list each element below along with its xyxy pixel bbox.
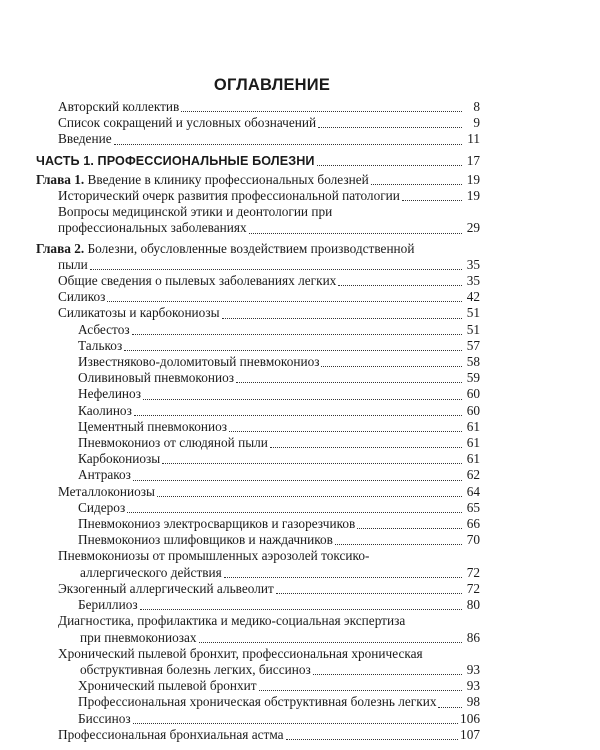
toc-label-line-1: Диагностика, профилактика и медико-социальная экспертиза: [58, 613, 406, 629]
toc-label: Цементный пневмокониоз: [78, 418, 228, 434]
toc-label: Металлокониозы: [58, 483, 155, 499]
leader-dots: [402, 199, 462, 201]
toc-label: Оливиновый пневмокониоз: [78, 370, 234, 386]
toc-label: Сидероз: [78, 499, 126, 515]
toc-label: Силикатозы и карбокониозы: [58, 305, 220, 321]
toc-entry-silicosis[interactable]: [36, 289, 480, 305]
toc-label-line-2: при пневмокониозах: [80, 629, 197, 645]
leader-dots: [157, 495, 462, 497]
toc-label: Нефелиноз: [78, 386, 141, 402]
leader-dots: [313, 673, 462, 675]
toc-page-number: 65: [466, 499, 480, 515]
leader-dots: [335, 543, 462, 545]
toc-page-number: 60: [466, 386, 480, 402]
leader-dots: [259, 689, 462, 691]
toc-label: Хронический пылевой бронхит: [78, 678, 257, 694]
toc-label: ЧАСТЬ 1. ПРОФЕССИОНАЛЬНЫЕ БОЛЕЗНИ: [36, 153, 315, 168]
leader-dots: [321, 365, 462, 367]
leader-dots: [438, 706, 462, 708]
toc-page-number: 42: [466, 289, 480, 305]
toc-label-line-1: [36, 241, 480, 257]
toc-label: Профессиональная бронхиальная астма: [58, 726, 284, 742]
toc-label-line-1: Вопросы медицинской этики и деонтологии при: [58, 204, 333, 220]
toc-entry-asthma[interactable]: [36, 727, 480, 743]
toc-label: Авторский коллектив: [58, 99, 180, 114]
toc-entry-limestone[interactable]: [36, 354, 480, 370]
leader-dots: [132, 333, 462, 335]
toc-page-number: 58: [466, 354, 480, 370]
leader-dots: [286, 738, 458, 740]
toc-label: [36, 172, 369, 188]
toc-entry-welders[interactable]: [36, 516, 480, 532]
toc-page-number: 35: [466, 273, 480, 289]
chapter-prefix: Глава 1.: [36, 171, 85, 187]
toc-entry-dust-bronchitis[interactable]: [36, 678, 480, 694]
leader-dots: [338, 284, 462, 286]
toc-page-number: 60: [466, 402, 480, 418]
toc-entry-toxic-aerosols[interactable]: [36, 548, 480, 580]
toc-page-number: 106: [460, 710, 480, 726]
leader-dots: [276, 592, 462, 594]
toc-label: Исторический очерк развития профессиональной патологии: [58, 188, 400, 204]
toc-label: Асбестоз: [78, 321, 130, 337]
toc-page-number: 93: [466, 661, 480, 677]
toc-label: Общие сведения о пылевых заболеваниях легких: [58, 273, 337, 289]
toc-page-number: 57: [466, 337, 480, 353]
toc-entry-general[interactable]: [36, 273, 480, 289]
toc-label: Силикоз: [58, 289, 106, 305]
toc-page-number: 61: [466, 451, 480, 467]
toc-page-number: 17: [466, 152, 480, 168]
leader-dots: [107, 300, 462, 302]
toc-entry-bronchitis[interactable]: [36, 646, 480, 678]
toc-entry-chapter-1[interactable]: [36, 172, 480, 188]
toc-label-line-2: пыли: [58, 256, 88, 272]
toc-page-number: 61: [466, 418, 480, 434]
toc-page-number: 51: [466, 305, 480, 321]
toc-entry-nepheline[interactable]: [36, 386, 480, 402]
toc-page-number: 98: [466, 694, 480, 710]
toc-page-number: 29: [466, 220, 480, 236]
toc-label: Профессиональная хроническая обструктивная болезнь легких: [78, 694, 437, 710]
leader-dots: [318, 126, 462, 128]
toc-label: Пневмокониоз электросварщиков и газорезчиков: [78, 516, 356, 532]
page-title: ОГЛАВЛЕНИЕ: [213, 76, 331, 94]
toc-page-number: 9: [473, 115, 480, 131]
toc-label-line-2: обструктивная болезнь легких, биссиноз: [80, 661, 311, 677]
toc-page-number: 51: [466, 321, 480, 337]
toc-entry-authors[interactable]: [36, 99, 480, 115]
toc-label: Список сокращений и условных обозначений: [58, 115, 317, 131]
leader-dots: [181, 110, 462, 112]
leader-dots: [357, 527, 462, 529]
chapter-title: Болезни, обусловленные воздействием производственной: [87, 240, 415, 256]
toc-label: Каолиноз: [78, 402, 132, 418]
toc-page-number: 70: [466, 532, 480, 548]
toc-page-number: 62: [466, 467, 480, 483]
toc-label-line-2: аллергического действия: [80, 564, 222, 580]
toc-page-number: 64: [466, 483, 480, 499]
toc-page-number: 19: [466, 171, 480, 187]
leader-dots: [199, 641, 462, 643]
leader-dots: [229, 430, 462, 432]
toc-entry-mica[interactable]: [36, 435, 480, 451]
toc-label: Экзогенный аллергический альвеолит: [58, 580, 274, 596]
leader-dots: [133, 479, 462, 481]
leader-dots: [140, 608, 462, 610]
toc-page-number: 61: [466, 435, 480, 451]
toc-page-number: 72: [466, 580, 480, 596]
leader-dots: [90, 268, 462, 270]
toc-entry-abbreviations[interactable]: [36, 115, 480, 131]
toc-entry-metalloconioses[interactable]: [36, 484, 480, 500]
toc-entry-byssinosis[interactable]: [36, 711, 480, 727]
toc-entry-part-1[interactable]: [36, 153, 480, 169]
toc-label: Талькоз: [78, 337, 123, 353]
toc-label: Карбокониозы: [78, 451, 161, 467]
leader-dots: [224, 576, 462, 578]
toc-label-line-1: Пневмокониозы от промышленных аэрозолей токсико-: [58, 548, 370, 564]
toc-label: Биссиноз: [78, 710, 131, 726]
toc-entry-silicatoses[interactable]: [36, 305, 480, 321]
toc-entry-anthracosis[interactable]: [36, 467, 480, 483]
leader-dots: [133, 722, 458, 724]
toc-page-number: 59: [466, 370, 480, 386]
chapter-prefix: Глава 2.: [36, 240, 85, 256]
toc-label: Бериллиоз: [78, 597, 138, 613]
toc-entry-olivine[interactable]: [36, 370, 480, 386]
leader-dots: [124, 349, 462, 351]
toc-page-number: 8: [473, 99, 480, 114]
toc-entry-grinders[interactable]: [36, 532, 480, 548]
leader-dots: [236, 381, 462, 383]
toc-label: Пневмокониоз от слюдяной пыли: [78, 435, 268, 451]
toc-entry-introduction[interactable]: [36, 131, 480, 147]
toc-entry-alveolitis[interactable]: [36, 581, 480, 597]
toc-page-number: 93: [466, 678, 480, 694]
toc-page-number: 66: [466, 516, 480, 532]
toc-page-number: 86: [466, 629, 480, 645]
toc-entry-history[interactable]: [36, 188, 480, 204]
leader-dots: [143, 398, 462, 400]
leader-dots: [249, 232, 462, 234]
toc-page-number: 80: [466, 597, 480, 613]
toc-entry-berylliosis[interactable]: [36, 597, 480, 613]
toc-entry-chapter-2[interactable]: [36, 241, 480, 273]
toc-label: Пневмокониоз шлифовщиков и наждачников: [78, 532, 333, 548]
toc-entry-siderosis[interactable]: [36, 500, 480, 516]
toc-page-number: 72: [466, 564, 480, 580]
leader-dots: [371, 183, 462, 185]
toc-label-line-1: Хронический пылевой бронхит, профессиональная хроническая: [58, 645, 423, 661]
leader-dots: [134, 414, 462, 416]
toc-page-number: 107: [460, 726, 480, 742]
toc-label: Антракоз: [78, 467, 131, 483]
toc-label-line-2: профессиональных заболеваниях: [58, 220, 247, 236]
toc-entry-asbestosis[interactable]: [36, 322, 480, 338]
toc-entry-copd[interactable]: [36, 694, 480, 710]
leader-dots: [114, 143, 462, 145]
toc-page-number: 35: [466, 256, 480, 272]
toc-page-number: 19: [466, 188, 480, 204]
toc-entry-talcosis[interactable]: [36, 338, 480, 354]
toc-entry-carboconioses[interactable]: [36, 451, 480, 467]
toc-entry-ethics[interactable]: [36, 204, 480, 236]
leader-dots: [222, 317, 462, 319]
chapter-title: Введение в клинику профессиональных болезней: [87, 171, 369, 187]
toc-label: Введение: [58, 131, 112, 147]
leader-dots: [162, 462, 462, 464]
toc-page-number: 11: [467, 131, 480, 147]
leader-dots: [317, 164, 462, 166]
toc-entry-kaolinosis[interactable]: [36, 403, 480, 419]
leader-dots: [270, 446, 462, 448]
toc-entry-cement[interactable]: [36, 419, 480, 435]
toc-entry-diagnostics[interactable]: [36, 613, 480, 645]
toc-label: Известняково-доломитовый пневмокониоз: [78, 354, 320, 370]
table-of-contents: [36, 99, 480, 743]
leader-dots: [127, 511, 462, 513]
